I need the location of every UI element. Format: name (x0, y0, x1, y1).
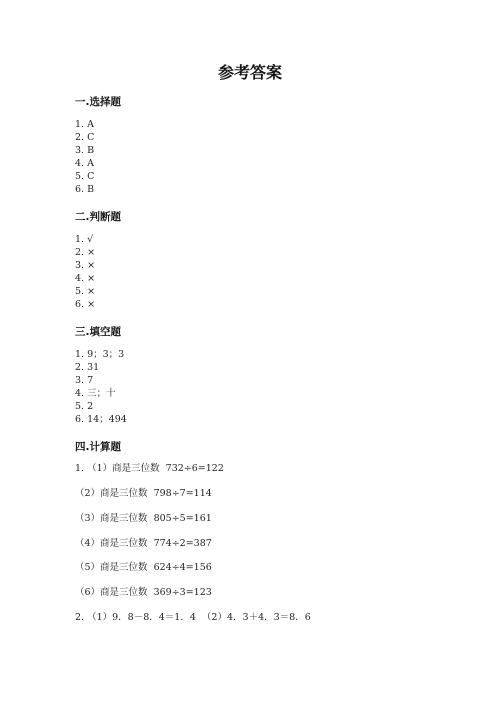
answer-line: 5. 2 (75, 401, 94, 412)
answer-line: 6. B (75, 184, 95, 195)
answer-line: 5. × (75, 286, 96, 297)
answer-line: 3. × (75, 260, 96, 271)
answer-line: 1. A (75, 119, 94, 130)
answer-line: （2）商是三位数 798÷7=114 (75, 488, 212, 499)
answer-line: （5）商是三位数 624÷4=156 (75, 562, 212, 573)
answer-line: 3. 7 (75, 375, 94, 386)
answer-line: （3）商是三位数 805÷5=161 (75, 513, 212, 524)
answer-line: 6. 14；494 (75, 414, 127, 425)
answer-line: 3. B (75, 145, 95, 156)
answer-line: 4. × (75, 273, 96, 284)
answer-line: 2. 31 (75, 362, 100, 373)
section-heading-judgement: 二.判断题 (75, 211, 121, 223)
answer-line: 6. × (75, 299, 96, 310)
section-heading-calculation: 四.计算题 (75, 441, 121, 453)
answer-line: 1. 9；3；3 (75, 349, 125, 360)
answer-line: 5. C (75, 171, 95, 182)
answer-line: 2. C (75, 132, 95, 143)
answer-line: （6）商是三位数 369÷3=123 (75, 587, 212, 598)
page-title: 参考答案 (217, 63, 282, 82)
section-heading-choice: 一.选择题 (75, 96, 121, 108)
answer-line: 2. × (75, 247, 96, 258)
answer-line: 1. √ (75, 234, 94, 245)
section-heading-fill-blank: 三.填空题 (75, 326, 121, 338)
answer-line: 4. A (75, 158, 94, 169)
answer-line: （4）商是三位数 774÷2=387 (75, 538, 212, 549)
answer-line: 2. （1）9．8－8．4＝1．4 （2）4．3＋4．3＝8．6 (75, 612, 311, 623)
answer-line: 1. （1）商是三位数 732÷6=122 (75, 463, 224, 474)
answer-line: 4. 三；十 (75, 388, 116, 399)
